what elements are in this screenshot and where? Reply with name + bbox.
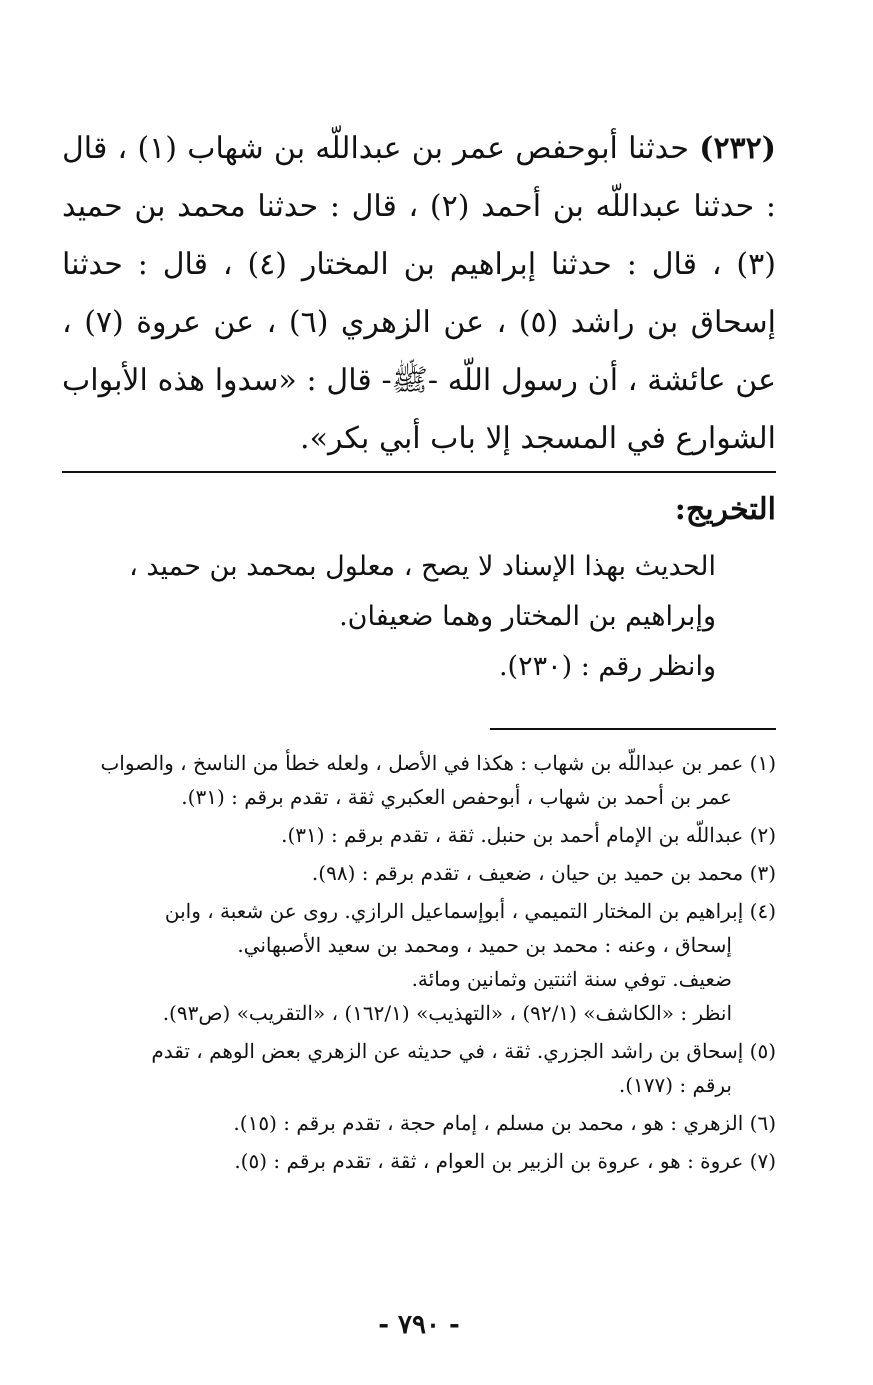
takhrij-heading: التخريج: [674, 492, 776, 527]
footnote-5 [62, 1034, 776, 1102]
section-divider [62, 471, 776, 473]
footnote-6 [62, 1106, 776, 1140]
takhrij-section [62, 542, 776, 692]
footnote-line: (١) عمر بن عبداللّه بن شهاب : هكذا في الأصل ، ولعله خطأ من الناسخ ، والصواب [100, 751, 776, 775]
hadith-text [62, 120, 776, 468]
takhrij-reference: وانظر رقم : (٢٣٠). [498, 651, 716, 682]
footnote-line: (٦) الزهري : هو ، محمد بن مسلم ، إمام حجة ، تقدم برقم : (١٥). [233, 1111, 776, 1135]
footnote-line: (٢) عبداللّه بن الإمام أحمد بن حنبل. ثقة ، تقدم برقم : (٣١). [281, 823, 776, 847]
hadith-body: حدثنا أبوحفص عمر بن عبداللّه بن شهاب (١) ، قال : حدثنا عبداللّه بن أحمد (٢) ، قال : حدثنا محمد بن حميد (٣) ، قال : حدثنا إبراهيم بن المختار (٤) ، قال : حدثنا إسحاق بن راشد (٥) ، عن الزهري (٦) ، عن عروة (٧) ، عن عائشة ، أن رسول اللّه -ﷺ- قال : «سدوا هذه الأبواب الشوارع في المسجد إلا باب أبي بكر». [62, 131, 776, 456]
footnote-line: (٤) إبراهيم بن المختار التميمي ، أبوإسماعيل الرازي. روى عن شعبة ، وابن [164, 899, 776, 923]
footnote-line: (٥) إسحاق بن راشد الجزري. ثقة ، في حديثه عن الزهري بعض الوهم ، تقدم [151, 1039, 776, 1063]
footnote-3 [62, 856, 776, 890]
footnote-line: عمر بن أحمد بن شهاب ، أبوحفص العكبري ثقة ، تقدم برقم : (٣١). [181, 785, 732, 809]
footnotes [62, 746, 776, 1182]
footnote-line: إسحاق ، وعنه : محمد بن حميد ، ومحمد بن سعيد الأصبهاني. [237, 933, 732, 957]
footnote-line: برقم : (١٧٧). [618, 1073, 732, 1097]
footnote-line: ضعيف. توفي سنة اثنتين وثمانين ومائة. [411, 967, 732, 991]
takhrij-paragraph: الحديث بهذا الإسناد لا يصح ، معلول بمحمد بن حميد ، وإبراهيم بن المختار وهما ضعيفان. [129, 551, 716, 632]
footnote-1 [62, 746, 776, 814]
footnote-line: (٣) محمد بن حميد بن حيان ، ضعيف ، تقدم برقم : (٩٨). [311, 861, 776, 885]
page-number: - ٧٩٠ - [378, 1310, 460, 1340]
hadith-number: (٢٣٢) [699, 131, 776, 166]
footnote-divider [490, 728, 776, 730]
book-page [62, 110, 776, 1370]
footnote-2 [62, 818, 776, 852]
footnote-line: (٧) عروة : هو ، عروة بن الزبير بن العوام ، ثقة ، تقدم برقم : (٥). [234, 1149, 776, 1173]
footnote-7 [62, 1144, 776, 1178]
footnote-4 [62, 894, 776, 1030]
footnote-line: انظر : «الكاشف» (٩٢/١) ، «التهذيب» (١٦٢/١) ، «التقريب» (ص٩٣). [162, 1001, 732, 1025]
